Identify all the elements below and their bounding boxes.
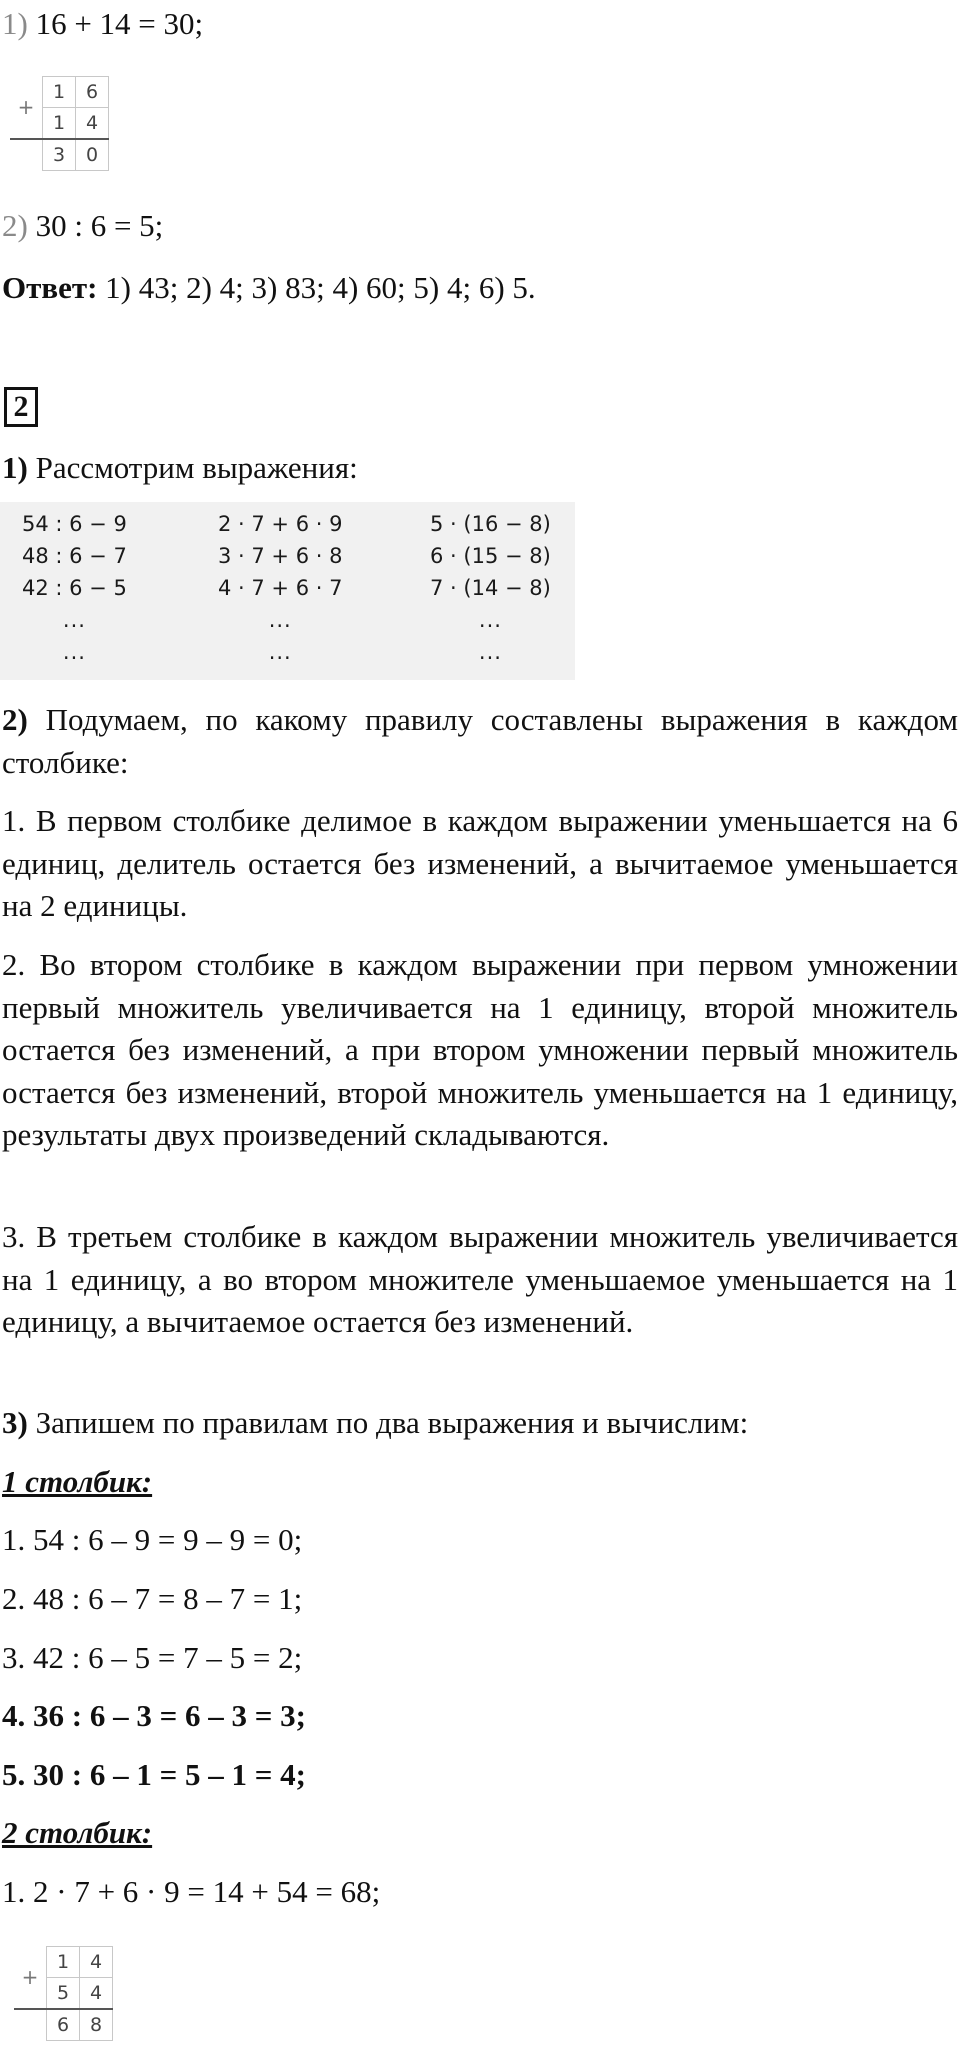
part-number: 1) xyxy=(2,450,28,485)
digit-cell: 1 xyxy=(43,77,76,108)
ellipsis: ... xyxy=(268,608,292,632)
task-number-box: 2 xyxy=(4,387,38,427)
expression: 7 · (14 − 8) xyxy=(430,576,551,600)
step-2-line xyxy=(2,206,163,246)
expression: 2 · 7 + 6 · 9 xyxy=(218,512,343,536)
expression: 4 · 7 + 6 · 7 xyxy=(218,576,343,600)
step-expression: 30 : 6 = 5; xyxy=(35,208,164,243)
expression: 42 : 6 − 5 xyxy=(22,576,127,600)
calc-line: 2. 48 : 6 – 7 = 8 – 7 = 1; xyxy=(2,1581,303,1616)
calc-line: 1. 2 · 7 + 6 · 9 = 14 + 54 = 68; xyxy=(2,1874,381,1909)
expression: 6 · (15 − 8) xyxy=(430,544,551,568)
part-number: 2) xyxy=(2,702,28,737)
rule-1-paragraph: 1. В первом столбике делимое в каждом выражении уменьшается на 6 единиц, делитель остается без изменений, а вычитаемое уменьшается на 2 единицы. xyxy=(2,803,958,923)
expression: 3 · 7 + 6 · 8 xyxy=(218,544,343,568)
ellipsis: ... xyxy=(478,608,502,632)
digit-cell: 1 xyxy=(47,1947,80,1978)
digit-cell: 5 xyxy=(47,1978,80,2010)
calc-line: 1. 54 : 6 – 9 = 9 – 9 = 0; xyxy=(2,1522,303,1557)
answer-label: Ответ: xyxy=(2,270,98,305)
step-expression: 16 + 14 = 30; xyxy=(35,6,204,41)
part-1-line xyxy=(2,448,358,488)
rule-2-paragraph: 2. Во втором столбике в каждом выражении при первом умножении первый множитель увеличивается на 1 единицу, второй множитель остается без изменений, а при втором умножении первый множитель остается без изменений, второй множитель уменьшается на 1 единицу, результаты двух произведений складываются. xyxy=(2,947,958,1152)
expressions-image xyxy=(0,502,575,680)
part-number: 3) xyxy=(2,1405,28,1440)
blank-cell xyxy=(14,2009,47,2041)
plus-sign: + xyxy=(17,95,35,120)
sum-digit-cell: 3 xyxy=(43,139,76,171)
step-number: 2) xyxy=(2,208,28,243)
blank-cell xyxy=(10,139,43,171)
expression-column-1 xyxy=(22,508,127,668)
ellipsis: ... xyxy=(62,608,86,632)
rule-3-paragraph: 3. В третьем столбике в каждом выражении множитель увеличивается на 1 единицу, а во втором множителе уменьшаемое уменьшается на 1 единицу, а вычитаемое остается без изменений. xyxy=(2,1219,958,1339)
calc-line-new: 5. 30 : 6 – 1 = 5 – 1 = 4; xyxy=(2,1757,306,1792)
digit-cell: 6 xyxy=(76,77,109,108)
column-2-heading: 2 столбик: xyxy=(2,1815,153,1850)
part-3-line xyxy=(2,1403,748,1443)
plus-sign: + xyxy=(21,1965,39,1990)
column-addition-table xyxy=(10,76,109,171)
column-addition-table xyxy=(14,1946,113,2041)
expression-column-3 xyxy=(430,508,551,668)
ellipsis: ... xyxy=(62,640,86,664)
expression: 5 · (16 − 8) xyxy=(430,512,551,536)
part-text: Подумаем, по какому правилу составлены выражения в каждом столбике: xyxy=(2,702,958,780)
expression: 54 : 6 − 9 xyxy=(22,512,127,536)
part-2-paragraph xyxy=(2,699,958,784)
step-number: 1) xyxy=(2,6,28,41)
column-1-heading: 1 столбик: xyxy=(2,1464,153,1499)
digit-cell: 4 xyxy=(80,1947,113,1978)
answer-line xyxy=(2,268,536,308)
digit-cell: 1 xyxy=(43,108,76,140)
ellipsis: ... xyxy=(268,640,292,664)
expression-column-2 xyxy=(218,508,342,668)
digit-cell: 4 xyxy=(76,108,109,140)
sum-digit-cell: 6 xyxy=(47,2009,80,2041)
answer-text: 1) 43; 2) 4; 3) 83; 4) 60; 5) 4; 6) 5. xyxy=(97,270,536,305)
calc-line-new: 4. 36 : 6 – 3 = 6 – 3 = 3; xyxy=(2,1698,306,1733)
sum-digit-cell: 0 xyxy=(76,139,109,171)
part-text: Рассмотрим выражения: xyxy=(27,450,358,485)
digit-cell: 4 xyxy=(80,1978,113,2010)
ellipsis: ... xyxy=(478,640,502,664)
part-text: Запишем по правилам по два выражения и вычислим: xyxy=(27,1405,749,1440)
expression: 48 : 6 − 7 xyxy=(22,544,127,568)
step-1-line xyxy=(2,4,203,44)
sum-digit-cell: 8 xyxy=(80,2009,113,2041)
calc-line: 3. 42 : 6 – 5 = 7 – 5 = 2; xyxy=(2,1640,303,1675)
